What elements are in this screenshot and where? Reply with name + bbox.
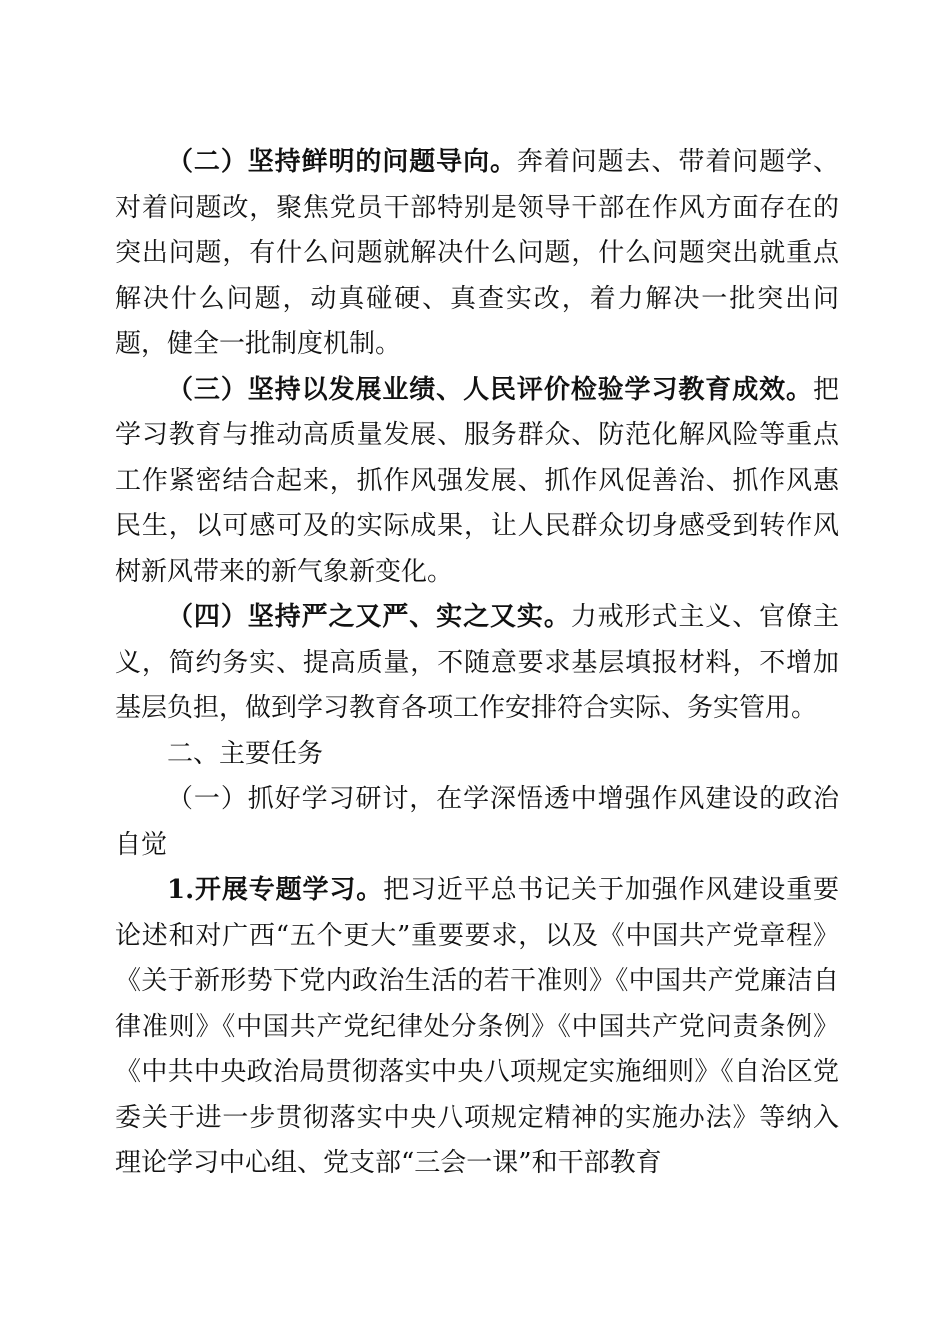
paragraph-lead: （三）坚持以发展业绩、人民评价检验学习教育成效。 <box>167 374 813 405</box>
paragraph-lead: （二）坚持鲜明的问题导向。 <box>167 147 517 177</box>
paragraph-problem-orientation <box>115 140 839 368</box>
item-text: 把习近平总书记关于加强作风建设重要论述和对广西“五个更大”重要要求，以及《中国共产党章程》《关于新形势下党内政治生活的若干准则》《中国共产党廉洁自律准则》《中国共产党纪律处分条例》《中国共产党问责条例》《中共中央政治局贯彻落实中央八项规定实施细则》《自治区党委关于进一步贯彻落实中央八项规定精神的实施办法》等纳入理论学习中心组、党支部“三会一课”和干部教育 <box>115 875 839 1178</box>
paragraph-performance-evaluation <box>115 368 839 596</box>
document-body <box>115 140 839 1187</box>
paragraph-lead: （四）坚持严之又严、实之又实。 <box>167 602 571 632</box>
item-lead: 1.开展专题学习。 <box>167 875 384 905</box>
section-heading-main-tasks: 二、主要任务 <box>167 738 324 769</box>
paragraph-strict-practical <box>115 595 839 732</box>
paragraph-text: 奔着问题去、带着问题学、对着问题改，聚焦党员干部特别是领导干部在作风方面存在的突出问题，有什么问题就解决什么问题，什么问题突出就重点解决什么问题，动真碰硬、真查实改，着力解决一批突出问题，健全一批制度机制。 <box>115 147 839 359</box>
paragraph-text: 力戒形式主义、官僚主义，简约务实、提高质量，不随意要求基层填报材料，不增加基层负担，做到学习教育各项工作安排符合实际、务实管用。 <box>115 602 839 723</box>
subsection-heading-study: （一）抓好学习研讨，在学深悟透中增强作风建设的政治自觉 <box>115 784 839 860</box>
paragraph-text: 把学习教育与推动高质量发展、服务群众、防范化解风险等重点工作紧密结合起来，抓作风强发展、抓作风促善治、抓作风惠民生，以可感可及的实际成果，让人民群众切身感受到转作风树新风带来的新气象新变化。 <box>115 374 839 587</box>
item-special-study <box>115 868 839 1187</box>
